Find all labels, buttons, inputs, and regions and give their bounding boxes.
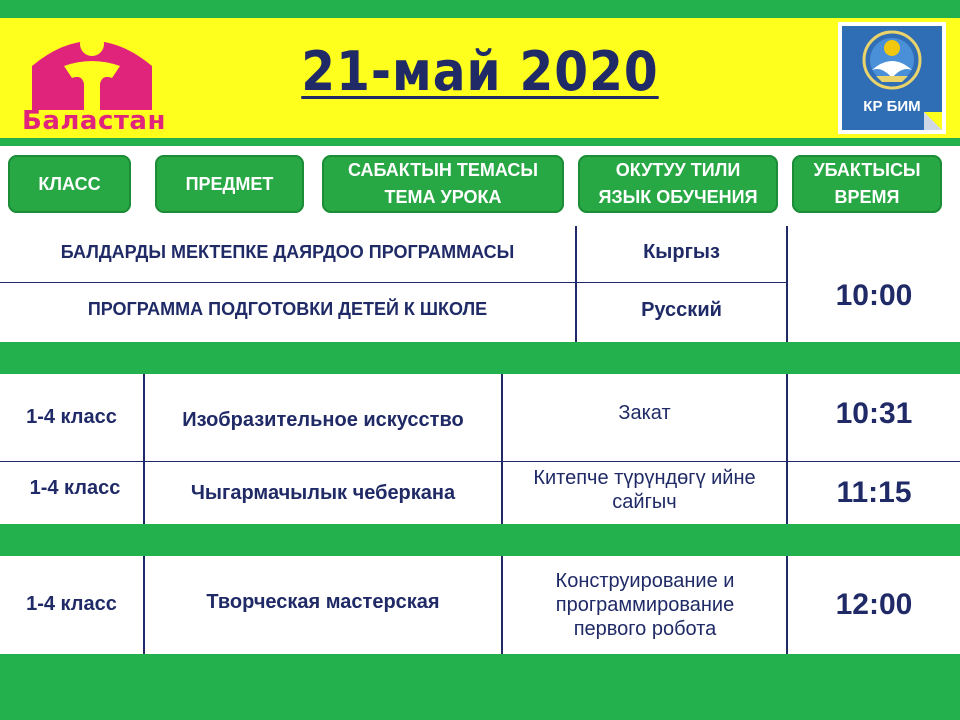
page-fold xyxy=(924,112,942,130)
program-kyrgyz: БАЛДАРДЫ МЕКТЕПКЕ ДАЯРДОО ПРОГРАММАСЫ xyxy=(60,241,515,262)
page-title: 21-май 2020 xyxy=(301,40,659,103)
header-language: ОКУТУУ ТИЛИ ЯЗЫК ОБУЧЕНИЯ xyxy=(578,155,778,213)
header-class: КЛАСС xyxy=(8,155,131,213)
badge-label: КР БИМ xyxy=(863,98,921,115)
lessons-table xyxy=(0,374,960,524)
lesson-subject: Творческая мастерская xyxy=(206,590,440,613)
kr-bim-badge xyxy=(838,22,946,134)
lesson-topic: Конструирование и программирование первого робота xyxy=(555,570,735,640)
preschool-time: 10:00 xyxy=(835,279,913,312)
program-russian: ПРОГРАММА ПОДГОТОВКИ ДЕТЕЙ К ШКОЛЕ xyxy=(87,298,488,319)
header-time: УБАКТЫСЫ ВРЕМЯ xyxy=(792,155,942,213)
language-russian: Русский xyxy=(641,298,722,321)
lesson-subject: Чыгармачылык чеберкана xyxy=(190,482,456,504)
header-lesson-topic: САБАКТЫН ТЕМАСЫ ТЕМА УРОКА xyxy=(322,155,564,213)
header-banner xyxy=(0,18,960,138)
lesson-time: 11:15 xyxy=(836,476,912,509)
kyrgyz-emblem-icon xyxy=(842,26,942,96)
lesson-topic: Китепче түрүндөгү ийне сайгыч xyxy=(533,467,756,513)
lesson-time: 10:31 xyxy=(835,397,913,430)
lesson-time: 12:00 xyxy=(835,588,913,621)
header-subject: ПРЕДМЕТ xyxy=(155,155,304,213)
preschool-table xyxy=(0,226,960,342)
language-kyrgyz: Кыргыз xyxy=(643,240,720,263)
logo-text: Баластан xyxy=(22,106,166,136)
lesson-topic: Закат xyxy=(618,402,671,424)
lesson-class: 1-4 класс xyxy=(26,592,117,615)
lessons-table-2 xyxy=(0,556,960,654)
lesson-class: 1-4 класс xyxy=(29,476,121,499)
lesson-subject: Изобразительное искусство xyxy=(182,409,464,431)
lesson-class: 1-4 класс xyxy=(26,406,117,428)
